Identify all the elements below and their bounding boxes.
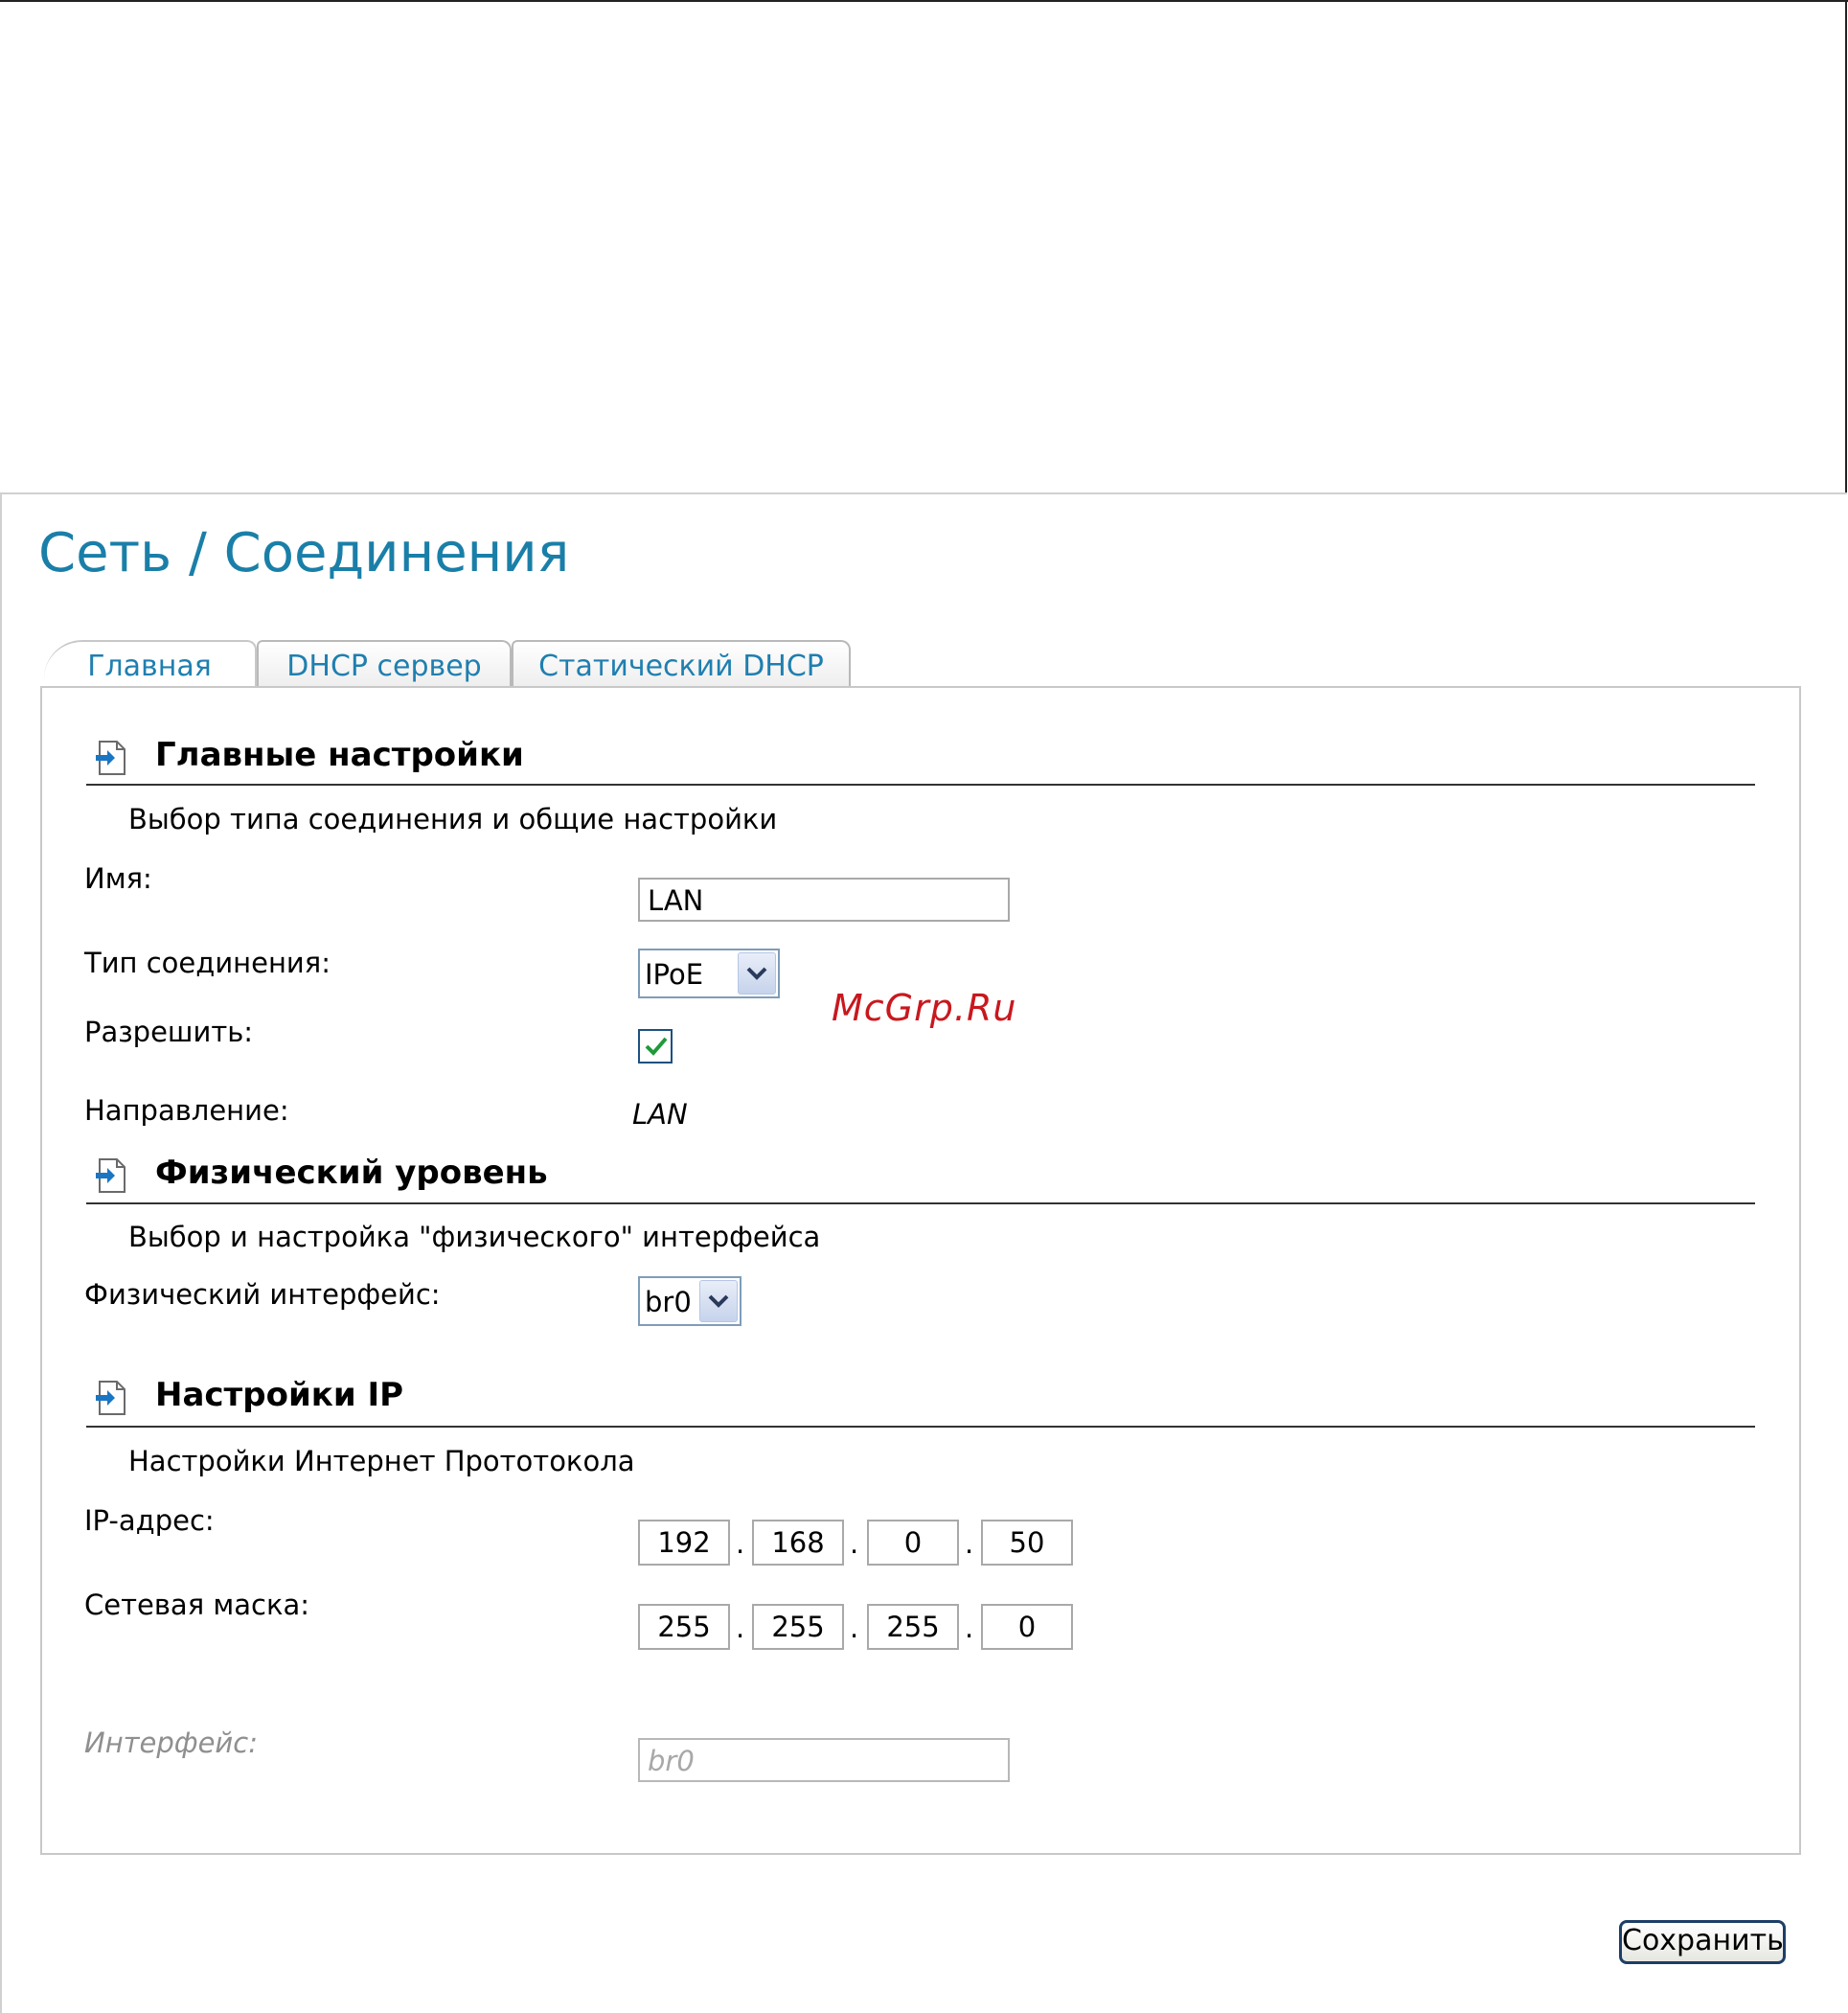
name-input-value: LAN (648, 884, 704, 917)
section-title-main: Главные настройки (155, 736, 524, 774)
section-title-ip: Настройки IP (155, 1376, 404, 1414)
chevron-down-icon[interactable] (699, 1280, 738, 1322)
ip-dot: . (965, 1527, 974, 1560)
enable-label: Разрешить: (84, 1016, 254, 1048)
tab-dhcp-label: DHCP сервер (286, 650, 482, 683)
mask-octet-4[interactable]: 0 (981, 1604, 1073, 1650)
section-title-physical: Физический уровень (155, 1154, 548, 1192)
conn-type-label: Тип соединения: (84, 947, 331, 979)
conn-type-value: IPoE (645, 958, 704, 991)
chevron-down-icon[interactable] (738, 952, 776, 995)
mask-dot: . (965, 1612, 974, 1644)
ip-address-label: IP-адрес: (84, 1504, 215, 1537)
section-description-physical: Выбор и настройка "физического" интерфейса (128, 1221, 821, 1253)
mask-octet-2[interactable]: 255 (752, 1604, 844, 1650)
section-description-main: Выбор типа соединения и общие настройки (128, 803, 778, 835)
tab-static-label: Статический DHCP (538, 650, 824, 683)
ip-octet-3[interactable]: 0 (867, 1520, 959, 1566)
ip-octet-4[interactable]: 50 (981, 1520, 1073, 1566)
section-divider (86, 784, 1755, 786)
mask-dot: . (736, 1612, 745, 1644)
enable-checkbox[interactable] (638, 1029, 673, 1064)
document-arrow-icon (94, 740, 128, 776)
checkmark-icon (644, 1035, 669, 1058)
tab-static-dhcp[interactable] (512, 640, 851, 687)
name-label: Имя: (84, 862, 152, 895)
section-divider (86, 1202, 1755, 1204)
top-border (0, 0, 1848, 2)
physical-iface-label: Физический интерфейс: (84, 1278, 441, 1311)
mask-octet-1[interactable]: 255 (638, 1604, 730, 1650)
document-arrow-icon (94, 1380, 128, 1416)
ip-dot: . (850, 1527, 859, 1560)
ip-octet-2[interactable]: 168 (752, 1520, 844, 1566)
physical-iface-select[interactable] (638, 1276, 741, 1326)
ip-iface-value: br0 (648, 1745, 695, 1777)
name-input[interactable] (638, 878, 1010, 922)
direction-value: LAN (632, 1098, 688, 1131)
conn-type-select[interactable] (638, 949, 780, 998)
direction-label: Направление: (84, 1094, 289, 1127)
tab-main-label: Главная (87, 650, 212, 683)
tab-dhcp-server[interactable] (257, 640, 512, 687)
mask-octet-3[interactable]: 255 (867, 1604, 959, 1650)
tab-content (40, 686, 1801, 1855)
document-arrow-icon (94, 1157, 128, 1194)
section-divider (86, 1426, 1755, 1428)
ip-dot: . (736, 1527, 745, 1560)
page-title: Сеть / Соединения (38, 522, 570, 584)
mask-dot: . (850, 1612, 859, 1644)
section-description-ip: Настройки Интернет Прототокола (128, 1445, 635, 1477)
ip-octet-1[interactable]: 192 (638, 1520, 730, 1566)
netmask-label: Сетевая маска: (84, 1589, 310, 1621)
ip-iface-label: Интерфейс: (84, 1727, 258, 1759)
ip-iface-input (638, 1738, 1010, 1782)
watermark: McGrp.Ru (832, 987, 1017, 1029)
save-button[interactable]: Сохранить (1619, 1920, 1786, 1964)
physical-iface-value: br0 (645, 1286, 692, 1318)
